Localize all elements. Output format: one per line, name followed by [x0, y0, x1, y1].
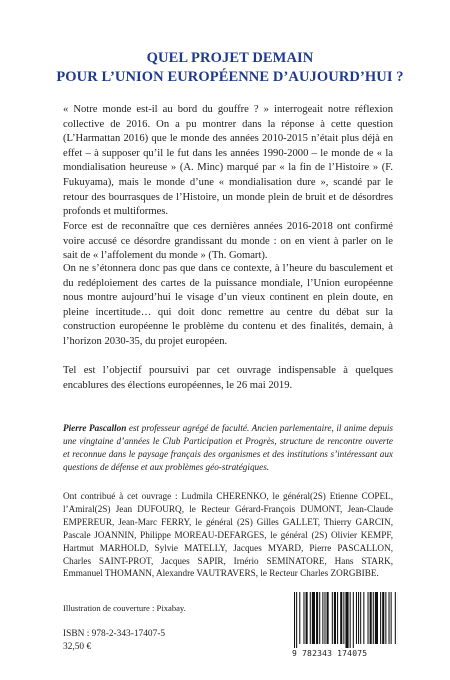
summary-paragraph-1: « Notre monde est-il au bord du gouffre ? » interrogeait notre réflexion collective de 2016. On a pu montrer dans la réponse à cette question (L’Harmattan 2016) que le monde des années 2010-2015 n’était plus déjà en effet – à supposer qu’il le fut dans les années 1990-2000 – le monde de « la mondialisation heureuse » (A. Minc) marqué par « la fin de l’Histoire » (F. Fukuyama), mais le monde d’une « mondialisation dure », scandé par le retour des bourrasques de l’Histoire, un monde plein de bruit et de désordres profonds et multiformes. [63, 104, 393, 218]
barcode-bars [290, 590, 398, 648]
barcode-bar [294, 592, 295, 648]
barcode-bar [373, 592, 374, 644]
barcode-bar [299, 592, 300, 644]
barcode-bar [395, 592, 396, 644]
barcode-bar [350, 592, 351, 648]
barcode-bar [310, 592, 311, 644]
barcode-bar [327, 592, 329, 644]
barcode-bar [312, 592, 315, 644]
barcode-bar [380, 592, 381, 644]
barcode-bar [306, 592, 308, 644]
barcode-bar [316, 592, 318, 644]
author-bio [63, 422, 393, 474]
isbn-block [63, 628, 165, 653]
barcode-bar [337, 592, 338, 644]
title-line-2: POUR L’UNION EUROPÉENNE D’AUJOURD’HUI ? [56, 69, 404, 85]
barcode-bar [332, 592, 333, 644]
barcode-bar [358, 592, 359, 644]
barcode-bar [368, 592, 369, 644]
summary-paragraph-2: Force est de reconnaître que ces dernières années 2016-2018 ont confirmé voire accusé ce désordre grandissant du monde : on en vient à parler on le sait de « l’affolement du monde » (Th. Gomart). [63, 221, 393, 262]
author-name: Pierre Pascallon [63, 423, 127, 433]
barcode-bar [356, 592, 357, 644]
summary-paragraph-3: On ne s’étonnera donc pas que dans ce contexte, à l’heure du basculement et du redéploiement des cartes de la puissance mondiale, l’Union européenne nous montre aujourd’hui le visage d’un vieux continent en plein doute, en pleine incertitude… qui doit donc remettre au centre du débat sur la construction européenne le problème du contenu et des finalités, demain, à l’horizon 2030-35, du projet européen. [63, 263, 393, 347]
barcode-bar [363, 592, 364, 644]
barcode-bar [324, 592, 325, 644]
barcode-bar [389, 592, 390, 644]
title-line-1: QUEL PROJET DEMAIN [146, 50, 314, 66]
book-title [40, 49, 420, 87]
barcode-bar [370, 592, 372, 644]
barcode-bar [353, 592, 354, 648]
barcode [290, 590, 398, 658]
barcode-digits: 9 782343 174075 [292, 649, 368, 658]
barcode-bar [296, 592, 297, 648]
barcode-bar [319, 592, 320, 644]
barcode-bar [382, 592, 384, 644]
contributors-list: Ont contribué à cet ouvrage : Ludmila CHERENKO, le général(2S) Etienne COPEL, l’Amiral(2S) Jean DUFOURQ, le Recteur Gérard-François DUMONT, Jean-Claude EMPEREUR, Jean-Marc FERRY, le général (2S) Gilles GALLET, Thierry GARCIN, Pascale JOANNIN, Philippe MOREAU-DEFARGES, le général (2S) Olivier KEMPF, Hartmut MARHOLD, Sylvie MATELLY, Jacques MYARD, Pierre PASCALLON, Charles SAINT-PROT, Jacques SAPIR, Irnério SEMINATORE, Hans STARK, Emmanuel THOMANN, Alexandre VAUTRAVERS, le Recteur Charles ZORGBIBE. [63, 491, 393, 579]
author-bio-text: est professeur agrégé de faculté. Ancien parlementaire, il anime depuis une vingtaine d’années le Club Participation et Progrès, structure de rencontre ouverte et reconnue dans le paysage français des organismes et des institutions s’intéressant aux questions de défense et aux problèmes géo-stratégiques. [63, 423, 393, 472]
cover-credit: Illustration de couverture : Pixabay. [63, 603, 186, 613]
barcode-bar [303, 592, 304, 644]
price: 32,50 € [63, 641, 92, 652]
barcode-bar [322, 592, 323, 644]
barcode-bar [375, 592, 378, 644]
barcode-bar [360, 592, 361, 644]
barcode-bar [340, 592, 342, 644]
isbn-number: ISBN : 978-2-343-17407-5 [63, 629, 166, 639]
barcode-bar [385, 592, 386, 644]
summary-paragraph-4: Tel est l’objectif poursuivi par cet ouvrage indispensable à quelques encablures des élections européennes, le 26 mai 2019. [63, 365, 393, 391]
barcode-bar [345, 592, 348, 648]
barcode-bar [343, 592, 344, 644]
barcode-bar [391, 592, 392, 644]
barcode-bar [334, 592, 336, 644]
